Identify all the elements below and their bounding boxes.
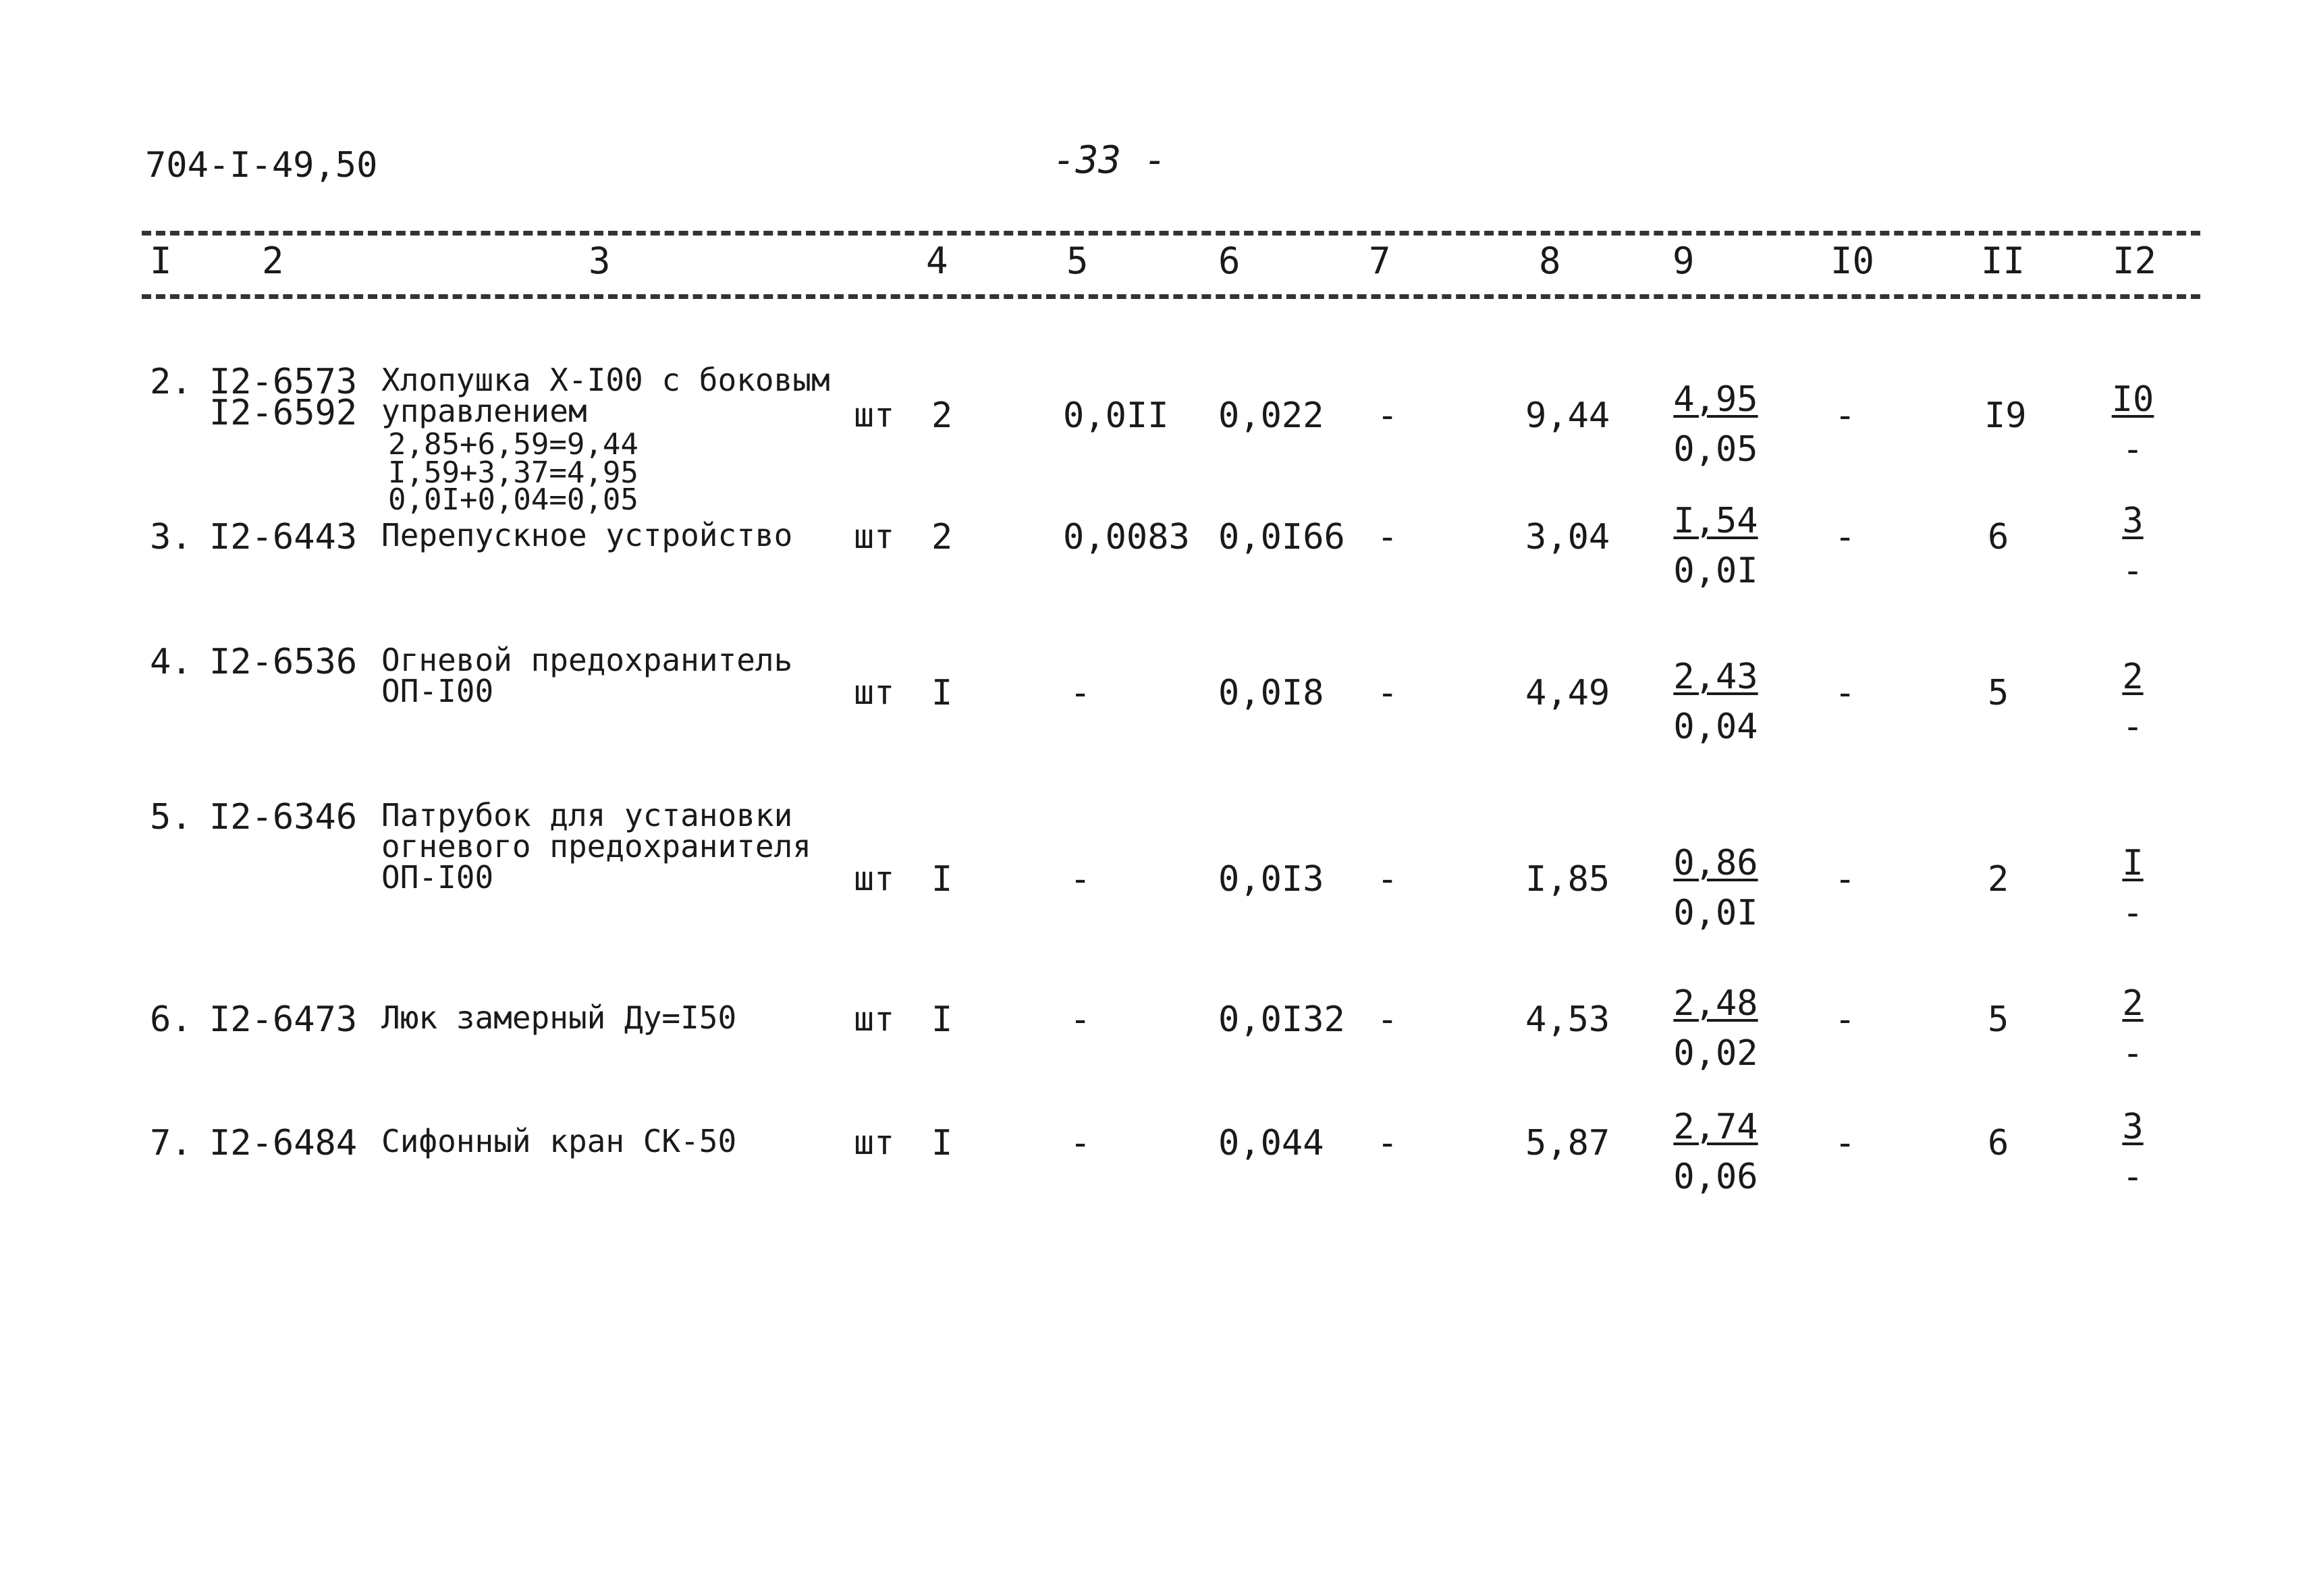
row-col10: - [1834,673,1856,713]
row-col11: 6 [1988,517,2009,557]
row-col8: 5,87 [1525,1123,1610,1163]
row-col9-top: 4,95 [1673,379,1758,420]
row-description: Перепускное устройство [381,517,793,553]
row-col12-fraction [2092,657,2173,747]
row-col8: 4,53 [1525,999,1610,1040]
row-unit: шт [854,999,895,1039]
row-code: I2-6443 [209,517,358,557]
row-col9-bottom: 0,04 [1673,707,1758,747]
row-number: 3. [150,517,192,557]
row-quantity: I [931,673,953,713]
row-col12-top: I0 [2111,379,2154,420]
column-header-11: II [1981,240,2025,282]
row-col12-bottom: - [2122,551,2144,591]
row-col8: I,85 [1525,859,1610,900]
column-header-10: I0 [1830,240,1875,282]
row-code: I2-6484 [209,1123,358,1163]
row-col9-top: 2,48 [1673,983,1758,1024]
row-code: I2-6573 [209,362,358,402]
row-col9-top: 2,74 [1673,1107,1758,1147]
row-col9-fraction [1662,657,1770,747]
row-col8: 4,49 [1525,673,1610,713]
row-number: 4. [150,642,192,682]
row-number: 5. [150,797,192,837]
row-calc-line-3: 0,0I+0,04=0,05 [388,483,638,517]
row-number: 2. [150,362,192,402]
row-quantity: I [931,999,953,1040]
row-col12-top: I [2122,843,2144,883]
row-col10: - [1834,859,1856,900]
row-col5: - [1070,859,1091,900]
row-number: 7. [150,1123,192,1163]
row-col7: - [1377,673,1398,713]
row-col7: - [1377,859,1398,900]
row-col5: - [1070,999,1091,1040]
row-code: I2-6473 [209,999,358,1040]
row-description: Сифонный кран СК-50 [381,1123,737,1159]
row-col12-fraction [2092,501,2173,591]
row-col9-fraction [1662,843,1770,933]
row-col5: 0,0083 [1063,517,1190,557]
row-col5: - [1070,673,1091,713]
row-unit: шт [854,673,895,712]
row-unit: шт [854,395,895,435]
row-col6: 0,022 [1218,395,1324,436]
table-header-top-rule [142,231,2200,236]
row-col10: - [1834,999,1856,1040]
row-col12-top: 3 [2122,1107,2144,1147]
row-col6: 0,044 [1218,1123,1324,1163]
row-col7: - [1377,517,1398,557]
column-header-1: I [150,240,172,282]
row-col12-fraction [2092,983,2173,1074]
row-col5: 0,0II [1063,395,1169,436]
row-description: Люк замерный Ду=I50 [381,999,737,1036]
row-code: I2-6346 [209,797,358,837]
row-col7: - [1377,395,1398,436]
document-number: 704-I-49,50 [145,145,378,186]
row-col11: 5 [1988,673,2009,713]
row-description-3: ОП-I00 [381,859,494,896]
row-description-2: огневого предохранителя [381,828,811,864]
column-header-3: 3 [589,240,611,282]
row-col6: 0,0I66 [1218,517,1345,557]
row-col9-top: I,54 [1673,501,1758,541]
row-col11: 2 [1988,859,2009,900]
row-unit: шт [854,517,895,556]
row-col7: - [1377,1123,1398,1163]
row-col12-bottom: - [2122,707,2144,747]
row-col12-bottom: - [2122,429,2144,470]
row-col10: - [1834,395,1856,436]
row-col7: - [1377,999,1398,1040]
row-col12-fraction [2092,379,2173,470]
row-col8: 3,04 [1525,517,1610,557]
row-number: 6. [150,999,192,1040]
row-description: Хлопушка Х-I00 с боковым [381,362,830,398]
row-code: I2-6536 [209,642,358,682]
row-quantity: 2 [931,395,953,436]
row-col9-bottom: 0,0I [1673,551,1758,591]
row-col12-fraction [2092,1107,2173,1197]
row-col11: 5 [1988,999,2009,1040]
row-col6: 0,0I8 [1218,673,1324,713]
row-col11: I9 [1984,395,2027,436]
row-col10: - [1834,517,1856,557]
row-col5: - [1070,1123,1091,1163]
row-col12-top: 2 [2122,983,2144,1024]
row-calc-line-2: I,59+3,37=4,95 [388,456,638,490]
column-header-8: 8 [1539,240,1561,282]
column-header-5: 5 [1066,240,1089,282]
row-unit: шт [854,1123,895,1162]
row-unit: шт [854,859,895,898]
column-header-4: 4 [926,240,948,282]
row-description-2: управлением [381,393,587,429]
row-col9-bottom: 0,06 [1673,1157,1758,1197]
row-col9-bottom: 0,0I [1673,893,1758,933]
row-col9-bottom: 0,05 [1673,429,1758,470]
table-header-bottom-rule [142,294,2200,299]
row-col12-top: 3 [2122,501,2144,541]
row-col9-top: 0,86 [1673,843,1758,883]
column-header-2: 2 [262,240,284,282]
row-col12-bottom: - [2122,1033,2144,1074]
column-header-7: 7 [1369,240,1391,282]
row-col12-bottom: - [2122,893,2144,933]
row-col6: 0,0I3 [1218,859,1324,900]
row-quantity: I [931,859,953,900]
row-description-2: ОП-I00 [381,673,494,709]
row-col6: 0,0I32 [1218,999,1345,1040]
row-col9-fraction [1662,379,1770,470]
row-code-2: I2-6592 [209,393,358,433]
row-quantity: 2 [931,517,953,557]
row-col12-fraction [2092,843,2173,933]
page-number: -33 - [1053,138,1167,182]
row-col9-top: 2,43 [1673,657,1758,697]
row-col12-top: 2 [2122,657,2144,697]
row-quantity: I [931,1123,953,1163]
row-col12-bottom: - [2122,1157,2144,1197]
row-col9-bottom: 0,02 [1673,1033,1758,1074]
row-description: Огневой предохранитель [381,642,793,678]
row-col9-fraction [1662,501,1770,591]
row-calc-line-1: 2,85+6,59=9,44 [388,427,638,462]
column-header-12: I2 [2113,240,2157,282]
column-header-9: 9 [1672,240,1695,282]
row-col9-fraction [1662,1107,1770,1197]
row-description: Патрубок для установки [381,797,793,833]
row-col11: 6 [1988,1123,2009,1163]
row-col8: 9,44 [1525,395,1610,436]
column-header-6: 6 [1218,240,1241,282]
row-col9-fraction [1662,983,1770,1074]
row-col10: - [1834,1123,1856,1163]
